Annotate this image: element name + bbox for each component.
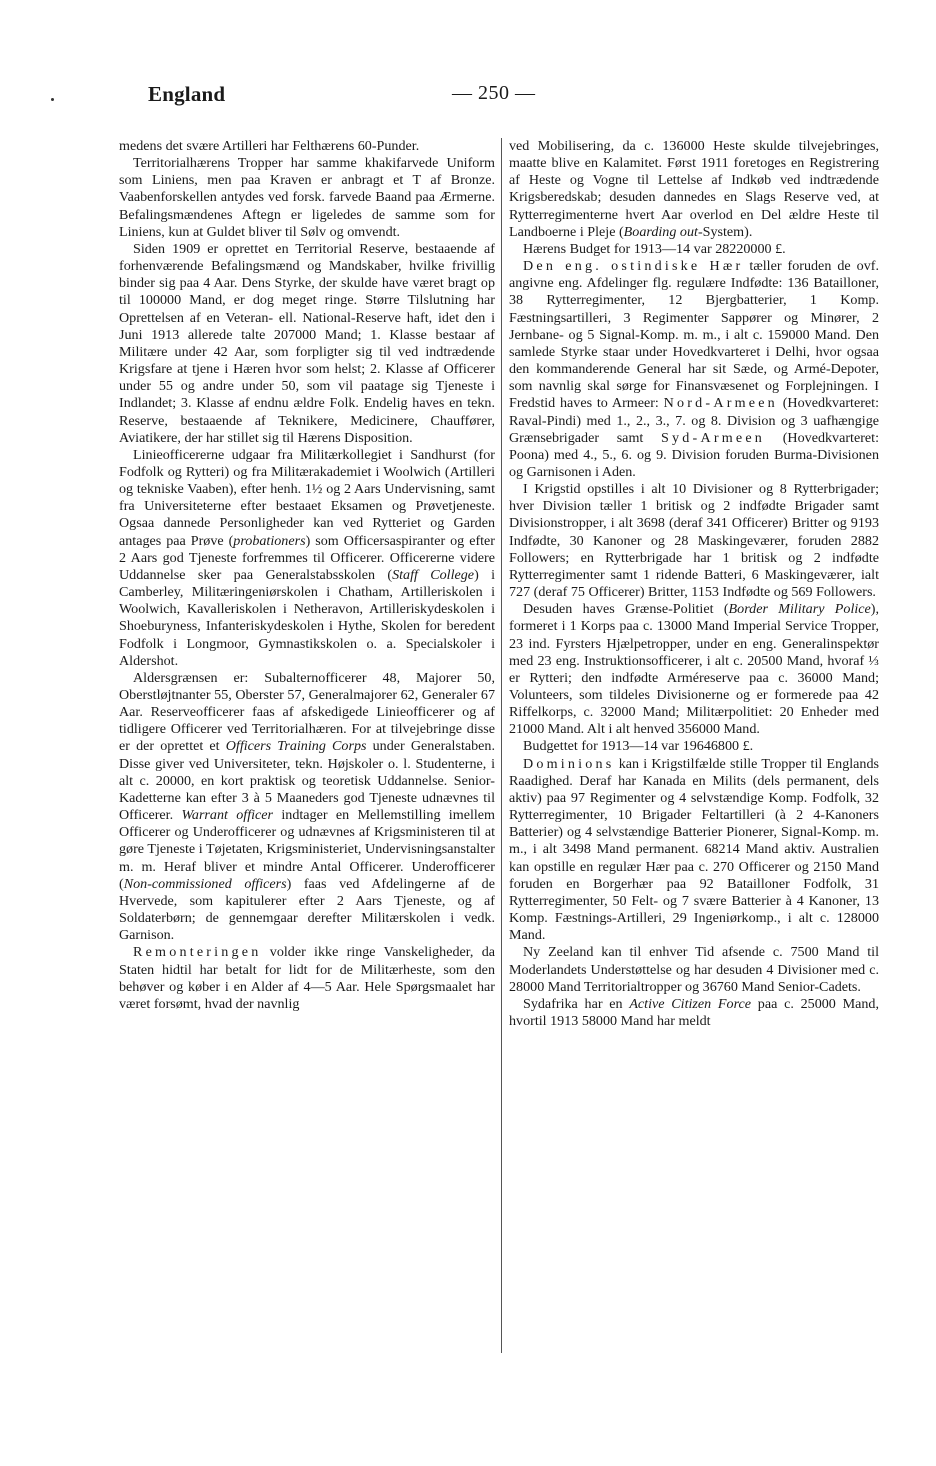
paragraph — [119, 944, 495, 1013]
paragraph: Siden 1909 er oprettet en Territorial Reserve, bestaaende af forhenværende Befalingsmænd og Mandskaber, hvilke frivillig binder sig paa 4 Aar. Dens Styrke, der skulde have været bragt op til 100000 Mand, er dog meget ringe. Større Tilslutning har Oprettelsen af en Veteran- ell. National-Reserve haft, idet den i Juni 1913 allerede talte 207000 Mand; 1. Klasse bestaar af Militære under 42 Aar, som forpligter sig til ved indtrædende Krigsfare at tjene i Hæren hvor som helst; 2. Klasse af Officerer under 55 og andre under 50, som vil paatage sig Tjeneste i Indlandet; 3. Klasse af endnu ældre Folk. Endelig haves en tekn. Reserve, bestaaende af Teknikere, Medicinere, Chauffører, Aviatikere, der har stillet sig til Hærens Disposition. — [119, 240, 495, 446]
spaced-heading: Nord-Armeen — [663, 395, 778, 412]
italic-term: Staff College — [392, 566, 475, 583]
spaced-heading: Dominions — [523, 755, 615, 772]
text-run: ved Mobilisering, da c. 136000 Heste skulde tilvejebringes, maatte blive en Kalamitet. Først 1911 foretoges en Registrering af Heste og Vogne til Lettelse af Indkøb ved indtrædende Krigsberedskab; desuden dannedes en Slags Reserve ved, at Rytterregimenterne hvert Aar overlod en Del ældre Heste til Landboerne i Pleje ( — [509, 138, 879, 240]
spaced-heading: Syd-Armeen — [661, 429, 766, 446]
text-run: (Hovedkvarteret: Poona) med 4., 5., 6. og 9. Division foruden Burma-Divisionen og Garnisonen i Aden. — [509, 429, 879, 480]
paragraph: I Krigstid opstilles i alt 10 Divisioner og 8 Rytterbrigader; hver Division tæller 1 britisk og 2 indfødte Brigader samt Divisionstropper, i alt 3698 (deraf 341 Officerer) Britter og 9193 Indfødte, 30 Kanoner og 28 Maskingeværer, foruden 2882 Followers; en Rytterbrigade har 1 britisk og 2 indfødte Rytterregimenter samt 1 ridende Batteri, 6 Maskingeværer, ialt 727 (deraf 75 Officerer) Britter, 1153 Indfødte og 569 Followers. — [509, 481, 879, 601]
paragraph — [509, 138, 879, 241]
paragraph — [509, 756, 879, 945]
running-title: England — [148, 82, 226, 106]
paragraph: medens det svære Artilleri har Felthærens 60-Punder. — [119, 138, 420, 154]
page-header — [148, 82, 888, 114]
italic-term: Officers Training Corps — [225, 738, 367, 755]
text-run: ) faas ved Afdelingerne af de Hvervede, som kapitulerer efter 2 Aars Tjeneste, og af Soldaterbørn; de gennemgaar derefter Militærskolen i vedk. Garnison. — [119, 875, 495, 944]
paragraph: Hærens Budget for 1913—14 var 28220000 £. — [523, 240, 786, 257]
paragraph: Territorialhærens Tropper har samme khakifarvede Uniform som Liniens, men paa Kraven er anbragt et T af Bronze. Vaabenforskellen antydes ved forsk. farvede Baand paa Ærmerne. Befalingsmændenes Aftegn er ligeledes de samme som for Liniens, kun at Guldet bliver til Sølv og omvendt. — [119, 155, 495, 240]
paragraph: Budgettet for 1913—14 var 19646800 £. — [523, 738, 754, 755]
text-run: indtager en Mellemstilling imellem Officerer og Underofficerer og udnævnes af Krigsministeren til at gøre Tjeneste i Tøjetaten, Krigsministeriet, Undervisningsanstalter m. m. Heraf bliver et mindre Antal Officerer. Underofficerer ( — [119, 807, 495, 892]
italic-term: Active Citizen Force — [629, 995, 752, 1012]
italic-term: Border Military Police — [728, 601, 871, 618]
spaced-heading: Den eng. ostindiske Hær — [523, 258, 744, 275]
text-run: ) som Officersaspiranter og efter 2 Aars god Tjeneste forfremmes til Officerer. Officererne videre Uddannelse sker paa Generalstabsskolen ( — [119, 532, 496, 583]
text-run: ), formeret i 1 Korps paa c. 13000 Mand Imperial Service Tropper, 23 ind. Fyrsters Hjælpetropper, under en eng. Generalinspektør med 23 eng. Instruktionsofficerer, i alt c. 20500 Mand, hvoraf ⅓ er Rytteri; den indfødte Arméreserve paa c. 36000 Mand; Volunteers, som tildeles Divisionerne og er formerede paa 42 Riffelkorps, c. 32000 Mand; Militærpolitiet: 20 Enheder med 21000 Mand. Alt i alt henved 356000 Mand. — [509, 601, 880, 738]
italic-term: Non-commissioned officers — [123, 875, 287, 892]
text-run: -System). — [697, 223, 753, 240]
left-column — [119, 138, 495, 1013]
paragraph — [119, 447, 495, 670]
text-run: Aldersgrænsen er: Subalternofficerer 48, Majorer 50, Oberstløjtnanter 55, Oberster 57, Generalmajorer 62, Generaler 67 Aar. Reserveofficerer faas af afskedigede Linieofficerer og af tidligere Officerer ved Territorialhæren. For at tilvejebringe disse er der oprettet et — [119, 669, 495, 755]
text-run: tæller foruden de ovf. angivne eng. Afdelinger flg. regulære Indfødte: 136 Batailloner, 38 Rytterregimenter, 12 Bjergbatterier, 1 Komp. Fæstningsartilleri, 3 Regimenter Sappører og Minører, 2 Jernbane- og 5 Signal-Komp. m. m., i alt c. 159000 Mand. Den samlede Styrke staar under Hovedkvarteret i Delhi, hvor ogsaa den kommanderende General har sit Sæde, og Armé-Depoter, som navnlig skal sørge for Finansvæsenet og Forplejningen. I Fredstid haves to Armeer: — [509, 258, 879, 412]
text-run: kan i Krigstilfælde stille Tropper til Englands Raadighed. Deraf har Kanada en Milits (dels permanent, dels aktiv) paa 97 Regimenter og 4 selvstændige Komp. Fodfolk, 32 Rytterregimenter, 10 Brigader Feltartilleri (à 2 4-Kanoners Batterier) og 4 selvstændige Batterier Pionerer, Signal-Komp. m. m., i alt 3498 Mand permanent. 68214 Mand aktiv. Australien kan opstille en regulær Hær paa c. 270 Officerer og 2150 Mand foruden en Borgerhær paa 92 Batailloner Fodfolk, 31 Rytterregimenter, 50 Felt- og 7 svære Batterier à 4 Kanoner, 13 Komp. Fæstnings-Artilleri, 29 Ingeniørkomp., i alt c. 128000 Mand. — [509, 755, 879, 944]
right-column — [509, 138, 879, 1030]
column-divider — [501, 138, 502, 1353]
text-run: ) i Camberley, Militæringeniørskolen i Chatham, Artilleriskolen i Woolwich, Kavalleriskolen i Netheravon, Artilleriskydeskolen i Shoeburyness, Infanteriskydeskolen i Hythe, Skolen for beredent Fodfolk i Longmoor, Gymnastikskolen o. a. Specialskoler i Aldershot. — [119, 566, 495, 669]
margin-dot — [51, 98, 54, 101]
spaced-heading: Remonteringen — [133, 944, 262, 961]
italic-term: Boarding out — [623, 223, 698, 240]
text-run: (Hovedkvarteret: Raval-Pindi) med 1., 2., 3., 7. og 8. Division og 3 uafhængige Grænsebrigader samt — [509, 395, 879, 446]
paragraph: Ny Zeeland kan til enhver Tid afsende c. 7500 Mand til Moderlandets Understøttelse og har desuden 4 Divisioner med c. 28000 Mand Territorialtropper og 36760 Mand Senior-Cadets. — [509, 944, 879, 995]
text-run: under Generalstaben. Disse giver ved Universiteter, tekn. Højskoler o. l. Studenterne, i alt c. 20000, en kort praktisk og teoretisk Uddannelse. Senior-Kadetterne kan efter 3 à 5 Maaneders god Tjeneste udnævnes til Officerer. — [119, 738, 495, 824]
paragraph — [119, 670, 495, 945]
text-run: Desuden haves Grænse-Politiet ( — [523, 601, 729, 618]
text-run: Linieofficererne udgaar fra Militærkollegiet i Sandhurst (for Fodfolk og Rytteri) og fra Militærakademiet i Woolwich (Artilleri og tekniske Vaaben), efter henh. 1½ og 2 Aars Undervisning, samt fra Universiteterne efter bestaaet Eksamen og Prøvetjeneste. Ogsaa dannede Personligheder kan ved Rytteriet og Garden antages paa Prøve ( — [119, 446, 495, 549]
italic-term: Warrant officer — [181, 807, 274, 824]
text-run: Sydafrika har en — [523, 995, 630, 1012]
paragraph — [509, 996, 879, 1030]
text-run: volder ikke ringe Vanskeligheder, da Staten hidtil har betalt for lidt for de Militærheste, som den behøver og køber i en Alder af 4—5 Aar. Hele Spørgsmaalet har været forsømt, hvad der navnlig — [119, 944, 495, 1012]
paragraph — [509, 258, 879, 481]
italic-term: probationers — [233, 532, 306, 549]
page-number: — 250 — — [452, 82, 536, 104]
text-run: paa c. 25000 Mand, hvortil 1913 58000 Mand har meldt — [509, 995, 879, 1029]
paragraph — [509, 601, 879, 738]
